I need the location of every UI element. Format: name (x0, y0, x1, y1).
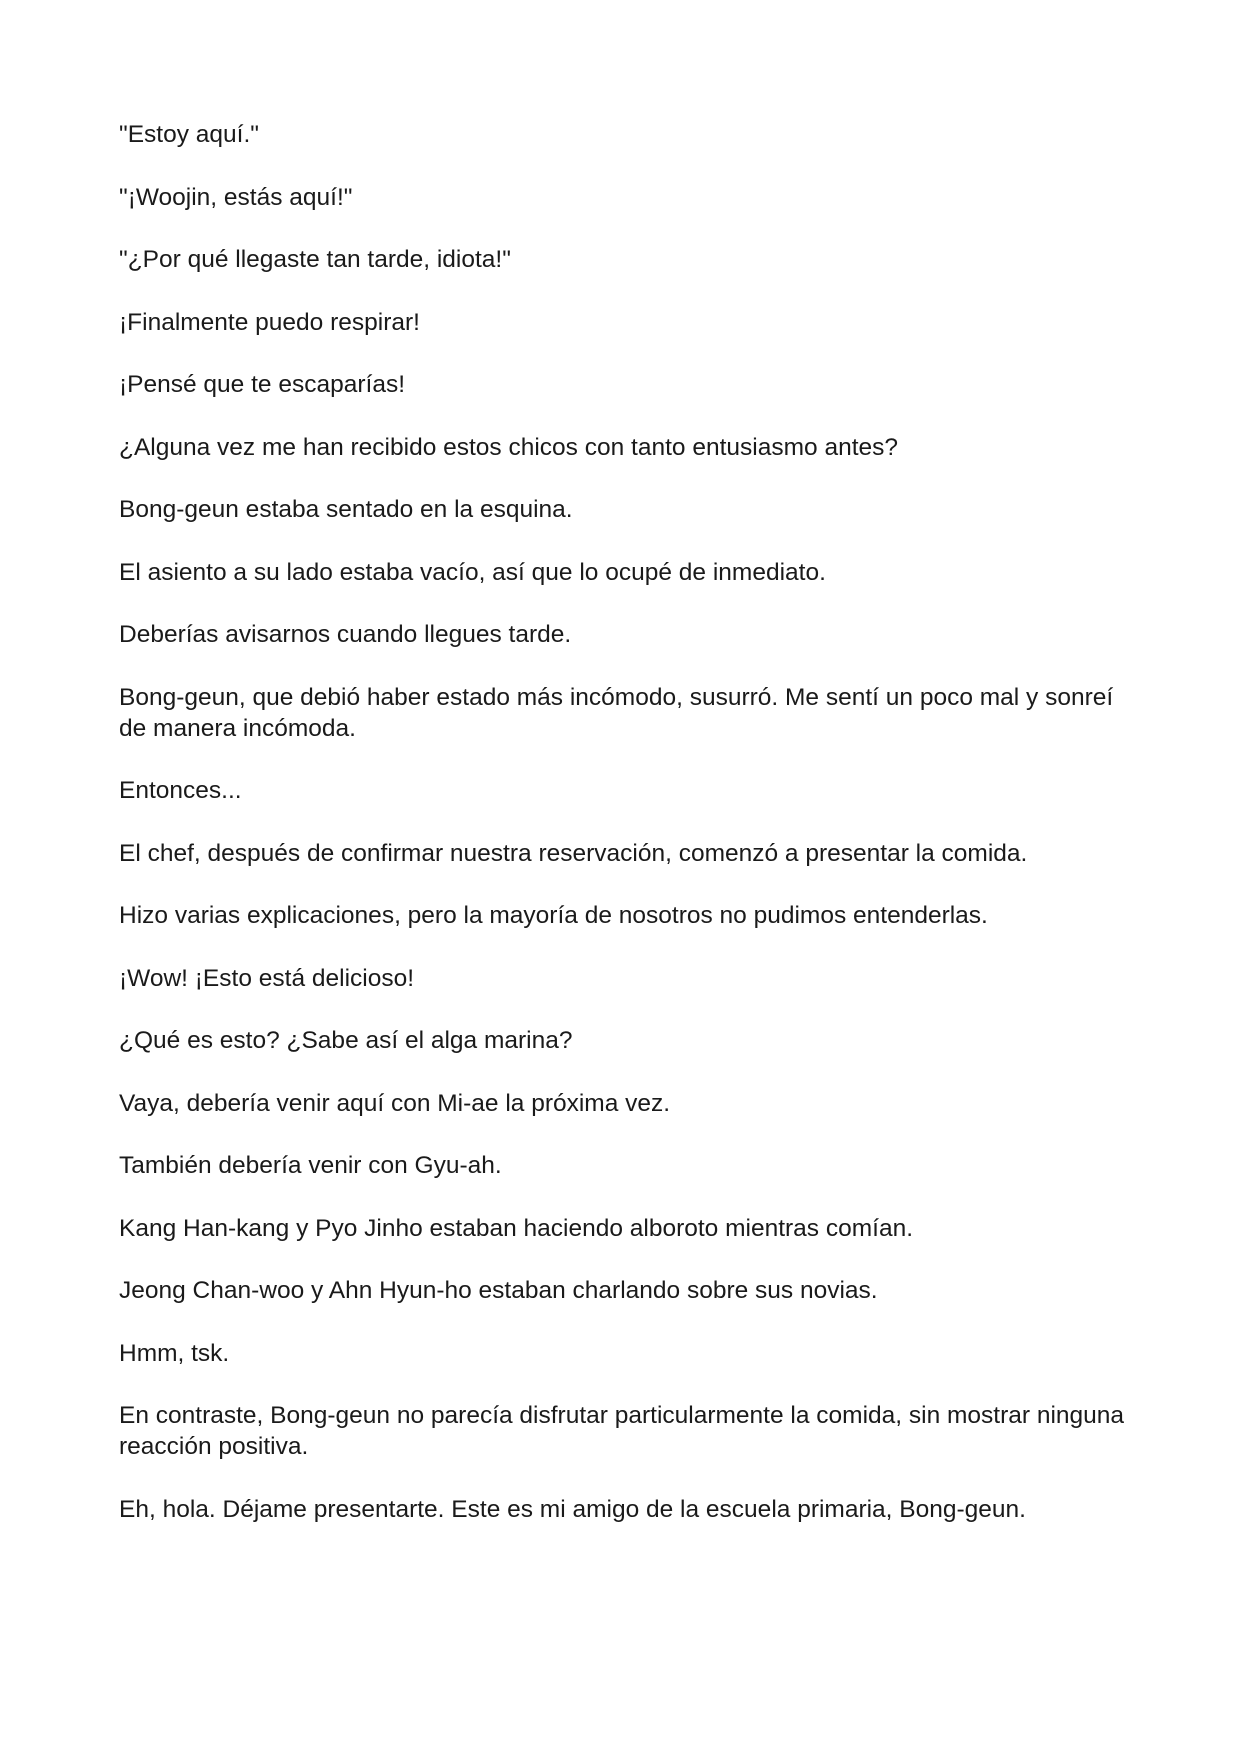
paragraph-5: ¡Pensé que te escaparías! (119, 371, 406, 398)
paragraph-21: En contraste, Bong-geun no parecía disfrutar particularmente la comida, sin mostrar ninguna reacción positiva. (119, 1402, 1125, 1460)
paragraph-8: El asiento a su lado estaba vacío, así que lo ocupé de inmediato. (119, 558, 826, 586)
paragraph-6: ¿Alguna vez me han recibido estos chicos con tanto entusiasmo antes? (119, 433, 898, 461)
paragraph-19: Jeong Chan-woo y Ahn Hyun-ho estaban charlando sobre sus novias. (119, 1277, 878, 1304)
paragraph-14: ¡Wow! ¡Esto está delicioso! (119, 964, 415, 992)
paragraph-13: Hizo varias explicaciones, pero la mayoría de nosotros no pudimos entenderlas. (119, 902, 988, 929)
paragraph-10: Bong-geun, que debió haber estado más incómodo, susurró. Me sentí un poco mal y sonreí de manera incómoda. (119, 683, 1114, 742)
paragraph-11: Entonces... (119, 777, 242, 804)
paragraph-12: El chef, después de confirmar nuestra reservación, comenzó a presentar la comida. (119, 839, 1028, 867)
paragraph-7: Bong-geun estaba sentado en la esquina. (119, 496, 573, 523)
paragraph-2: "¡Woojin, estás aquí!" (119, 183, 353, 211)
paragraph-3: "¿Por qué llegaste tan tarde, idiota!" (119, 246, 511, 273)
paragraph-18: Kang Han-kang y Pyo Jinho estaban haciendo alboroto mientras comían. (119, 1214, 914, 1242)
paragraph-22: Eh, hola. Déjame presentarte. Este es mi amigo de la escuela primaria, Bong-geun. (119, 1495, 1026, 1523)
paragraph-9: Deberías avisarnos cuando llegues tarde. (119, 621, 572, 648)
paragraph-17: También debería venir con Gyu-ah. (119, 1152, 502, 1179)
paragraph-4: ¡Finalmente puedo respirar! (119, 308, 420, 336)
paragraph-16: Vaya, debería venir aquí con Mi-ae la próxima vez. (119, 1089, 671, 1117)
paragraph-15: ¿Qué es esto? ¿Sabe así el alga marina? (119, 1027, 573, 1054)
paragraph-1: "Estoy aquí." (119, 121, 259, 148)
paragraph-20: Hmm, tsk. (119, 1339, 230, 1367)
